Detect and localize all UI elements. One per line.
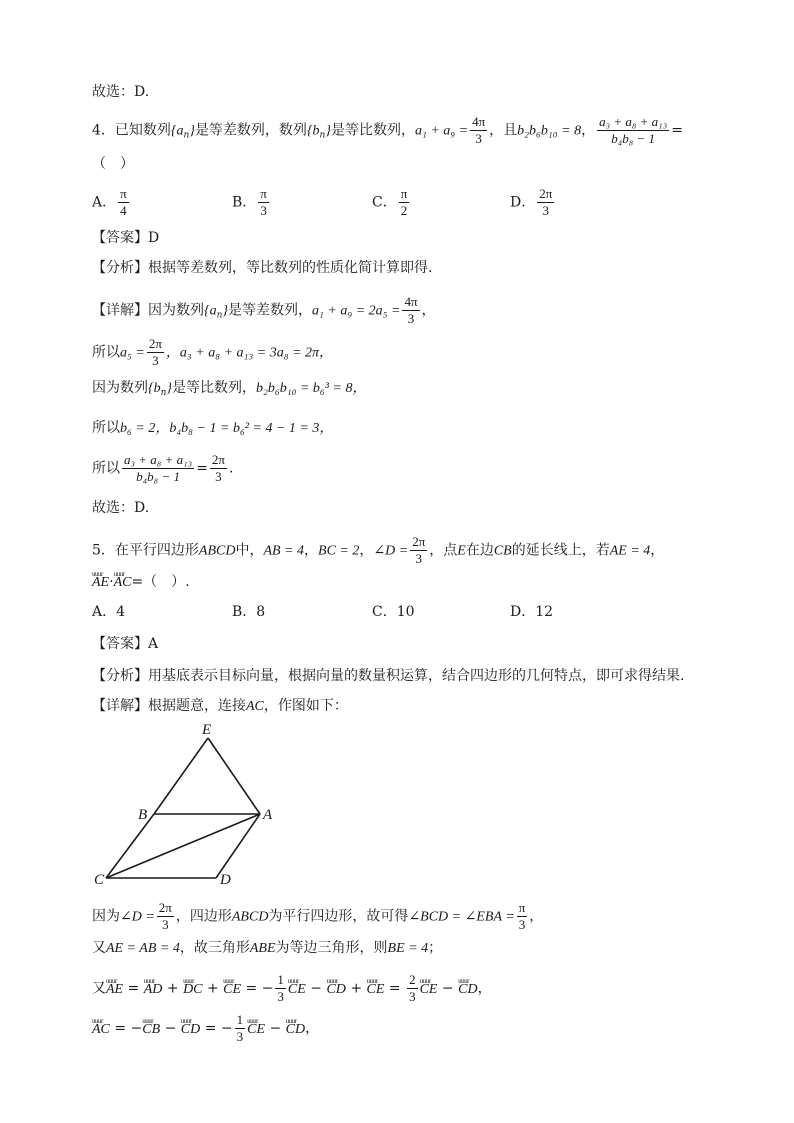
q5-stem: 5．在平行四边形ABCD中，AB = 4，BC = 2，∠D = $\frac{2\pi}{3}$ ，点E在边CB的延长线上，若AE = 4， xyxy=(92,534,665,566)
label-b: B xyxy=(138,807,148,823)
q4-options xyxy=(92,186,712,226)
q4-detail-3: 因为数列$\{b_n\}$是等比数列，b₂b₆b₁₀ = b₆³ = 8， xyxy=(92,380,367,398)
label-c: C xyxy=(94,872,105,888)
parallelogram-figure xyxy=(92,718,292,888)
q5-step-2: 又AE = AB = 4，故三角形ABE为等边三角形，则BE = 4； xyxy=(92,940,443,956)
q5-option-d[interactable]: D．12 xyxy=(510,604,554,620)
q5-step-3: 又uuur AE = uuur AD + uuur DC + uuur CE = − $\frac{1}{3}$ uuur CE − uuur CD + uuur CE = $\frac{2}{3}$ uuur CE − uuur CD， xyxy=(92,972,492,1005)
segment-ea xyxy=(208,738,260,814)
q4-paren: （ ） xyxy=(92,156,134,172)
q4-answer: 【答案】D xyxy=(92,230,160,246)
q4-option-a[interactable]: A． $\frac{\pi}{4}$ xyxy=(92,186,127,218)
q5-option-a[interactable]: A．4 xyxy=(92,604,126,620)
q4-detail-1: 【详解】因为数列$\{a_n\}$是等差数列，a₁ + a₉ = 2a₅ = $\frac{4\pi}{3}$ ， xyxy=(92,294,436,326)
prev-answer: 故选：D. xyxy=(92,84,150,100)
q4-detail-5: 所以 $\frac{\text{a₃ + a₈ + a₁₃}}{\text{b₄b₈ − 1}}$ = $\frac{2\pi}{3}$ . xyxy=(92,452,234,484)
q4-option-c[interactable]: C． $\frac{\pi}{2}$ xyxy=(372,186,408,218)
q5-detail-intro: 【详解】根据题意，连接AC，作图如下： xyxy=(92,698,348,714)
label-e: E xyxy=(202,722,212,738)
q4-stem: 4．已知数列$\{a_n\}$是等差数列，数列$\{b_n\}$是等比数列，a₁ + a₉ = $\frac{4\pi}{3}$ ，且b₂b₆b₁₀ = 8， $\frac{\text{a₃ + a₈ + a₁₃}}{\text{b₄b₈ − 1}}$ = xyxy=(92,114,683,146)
q4-cond-fraction: $\frac{4\pi}{3}$ xyxy=(472,114,486,146)
q5-option-c[interactable]: C．10 xyxy=(372,604,415,620)
q4-detail-4: 所以b₆ = 2，b₄b₈ − 1 = b₆² = 4 − 1 = 3， xyxy=(92,420,334,436)
segment-eb xyxy=(154,738,208,814)
q5-options xyxy=(92,602,712,624)
label-d: D xyxy=(220,872,231,888)
q4-analysis: 【分析】根据等差数列，等比数列的性质化简计算即得. xyxy=(92,260,433,276)
q4-expression-fraction: $\frac{\text{a₃ + a₈ + a₁₃}}{\text{b₄b₈ − 1}}$ xyxy=(599,114,668,146)
label-a: A xyxy=(263,807,273,823)
q5-step-1: 因为∠D = $\frac{2\pi}{3}$ ，四边形ABCD为平行四边形，故可得∠BCD = ∠EBA = $\frac{\pi}{3}$ ， xyxy=(92,900,544,932)
q4-detail-2: 所以a₅ = $\frac{2\pi}{3}$ ，a₃ + a₈ + a₁₃ = 3a₈ = 2π， xyxy=(92,336,334,368)
q4-option-b[interactable]: B． $\frac{\pi}{3}$ xyxy=(232,186,267,218)
q5-analysis: 【分析】用基底表示目标向量，根据向量的数量积运算，结合四边形的几何特点，即可求得结果. xyxy=(92,668,685,684)
q5-answer: 【答案】A xyxy=(92,636,159,652)
q5-vector-question: uuur AE·uuur AC=（ ）. xyxy=(92,572,190,593)
q5-option-b[interactable]: B．8 xyxy=(232,604,266,620)
q4-final: 故选：D. xyxy=(92,500,150,516)
q5-step-4: uuur AC = −uuur CB − uuur CD = − $\frac{1}{3}$ uuur CE − uuur CD， xyxy=(92,1012,319,1045)
q4-option-d[interactable]: D． $\frac{2\pi}{3}$ xyxy=(510,186,553,218)
